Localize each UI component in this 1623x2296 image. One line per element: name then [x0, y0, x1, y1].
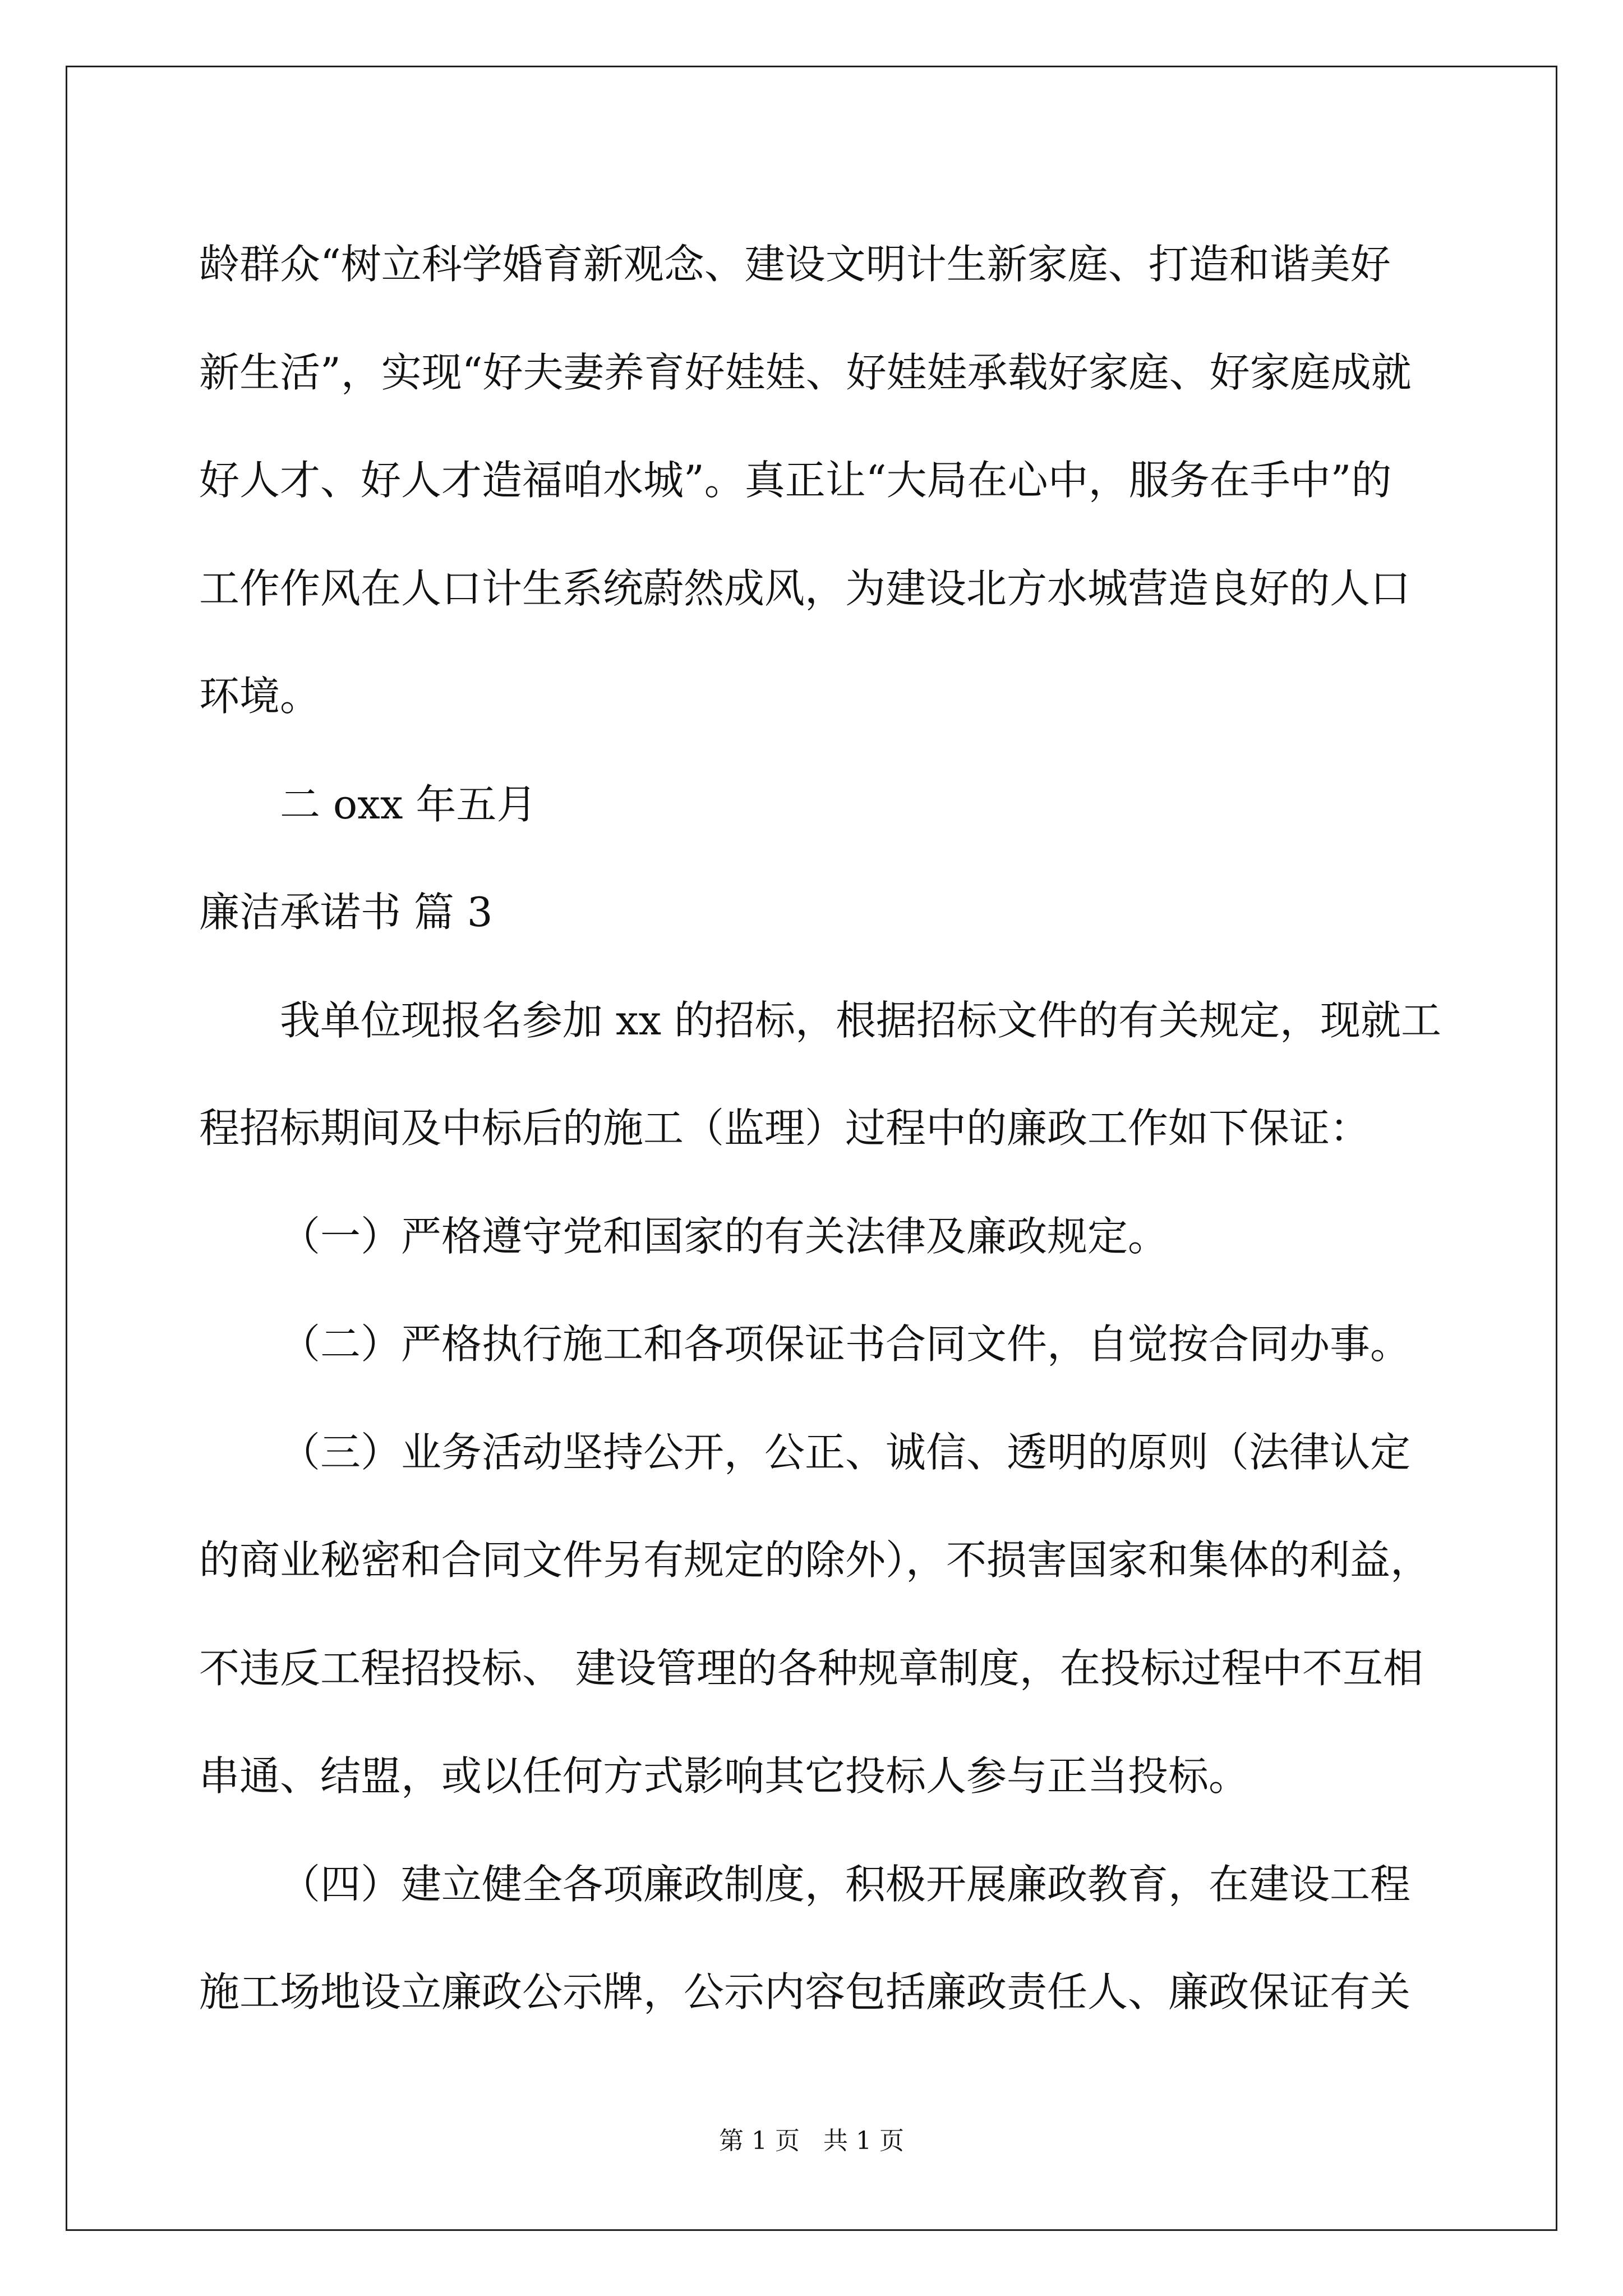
clause-line: （三）业务活动坚持公开，公正、诚信、透明的原则（法律认定: [280, 1428, 1411, 1476]
date-line: 二 oxx 年五月: [280, 780, 537, 828]
clause-line: （一）严格遵守党和国家的有关法律及廉政规定。: [280, 1212, 1169, 1260]
text-line: 好人才、好人才造福咱水城”。真正让“大局在心中，服务在手中”的: [199, 457, 1392, 504]
text-line: 施工场地设立廉政公示牌，公示内容包括廉政责任人、廉政保证有关: [199, 1968, 1411, 2016]
text-line: 串通、结盟，或以任何方式影响其它投标人参与正当投标。: [199, 1752, 1249, 1800]
page-footer: 第 1 页 共 1 页: [719, 2127, 904, 2155]
section-heading: 廉洁承诺书 篇 3: [199, 889, 493, 936]
text-line: 程招标期间及中标后的施工（监理）过程中的廉政工作如下保证：: [199, 1105, 1371, 1152]
text-line: 我单位现报名参加 xx 的招标，根据招标文件的有关规定，现就工: [280, 996, 1441, 1044]
text-line: 龄群众“树立科学婚育新观念、建设文明计生新家庭、打造和谐美好: [199, 241, 1391, 288]
clause-line: （四）建立健全各项廉政制度，积极开展廉政教育，在建设工程: [280, 1860, 1411, 1908]
text-line: 不违反工程招投标、 建设管理的各种规章制度，在投标过程中不互相: [199, 1644, 1423, 1692]
document-body: [199, 210, 1450, 2046]
clause-line: （二）严格执行施工和各项保证书合同文件，自觉按合同办事。: [280, 1320, 1411, 1368]
text-line: 工作作风在人口计生系统蔚然成风，为建设北方水城营造良好的人口: [199, 564, 1411, 612]
text-line: 的商业秘密和合同文件另有规定的除外），不损害国家和集体的利益，: [199, 1536, 1431, 1584]
text-line: 环境。: [199, 673, 321, 720]
text-line: 新生活”，实现“好夫妻养育好娃娃、好娃娃承载好家庭、好家庭成就: [199, 348, 1412, 396]
